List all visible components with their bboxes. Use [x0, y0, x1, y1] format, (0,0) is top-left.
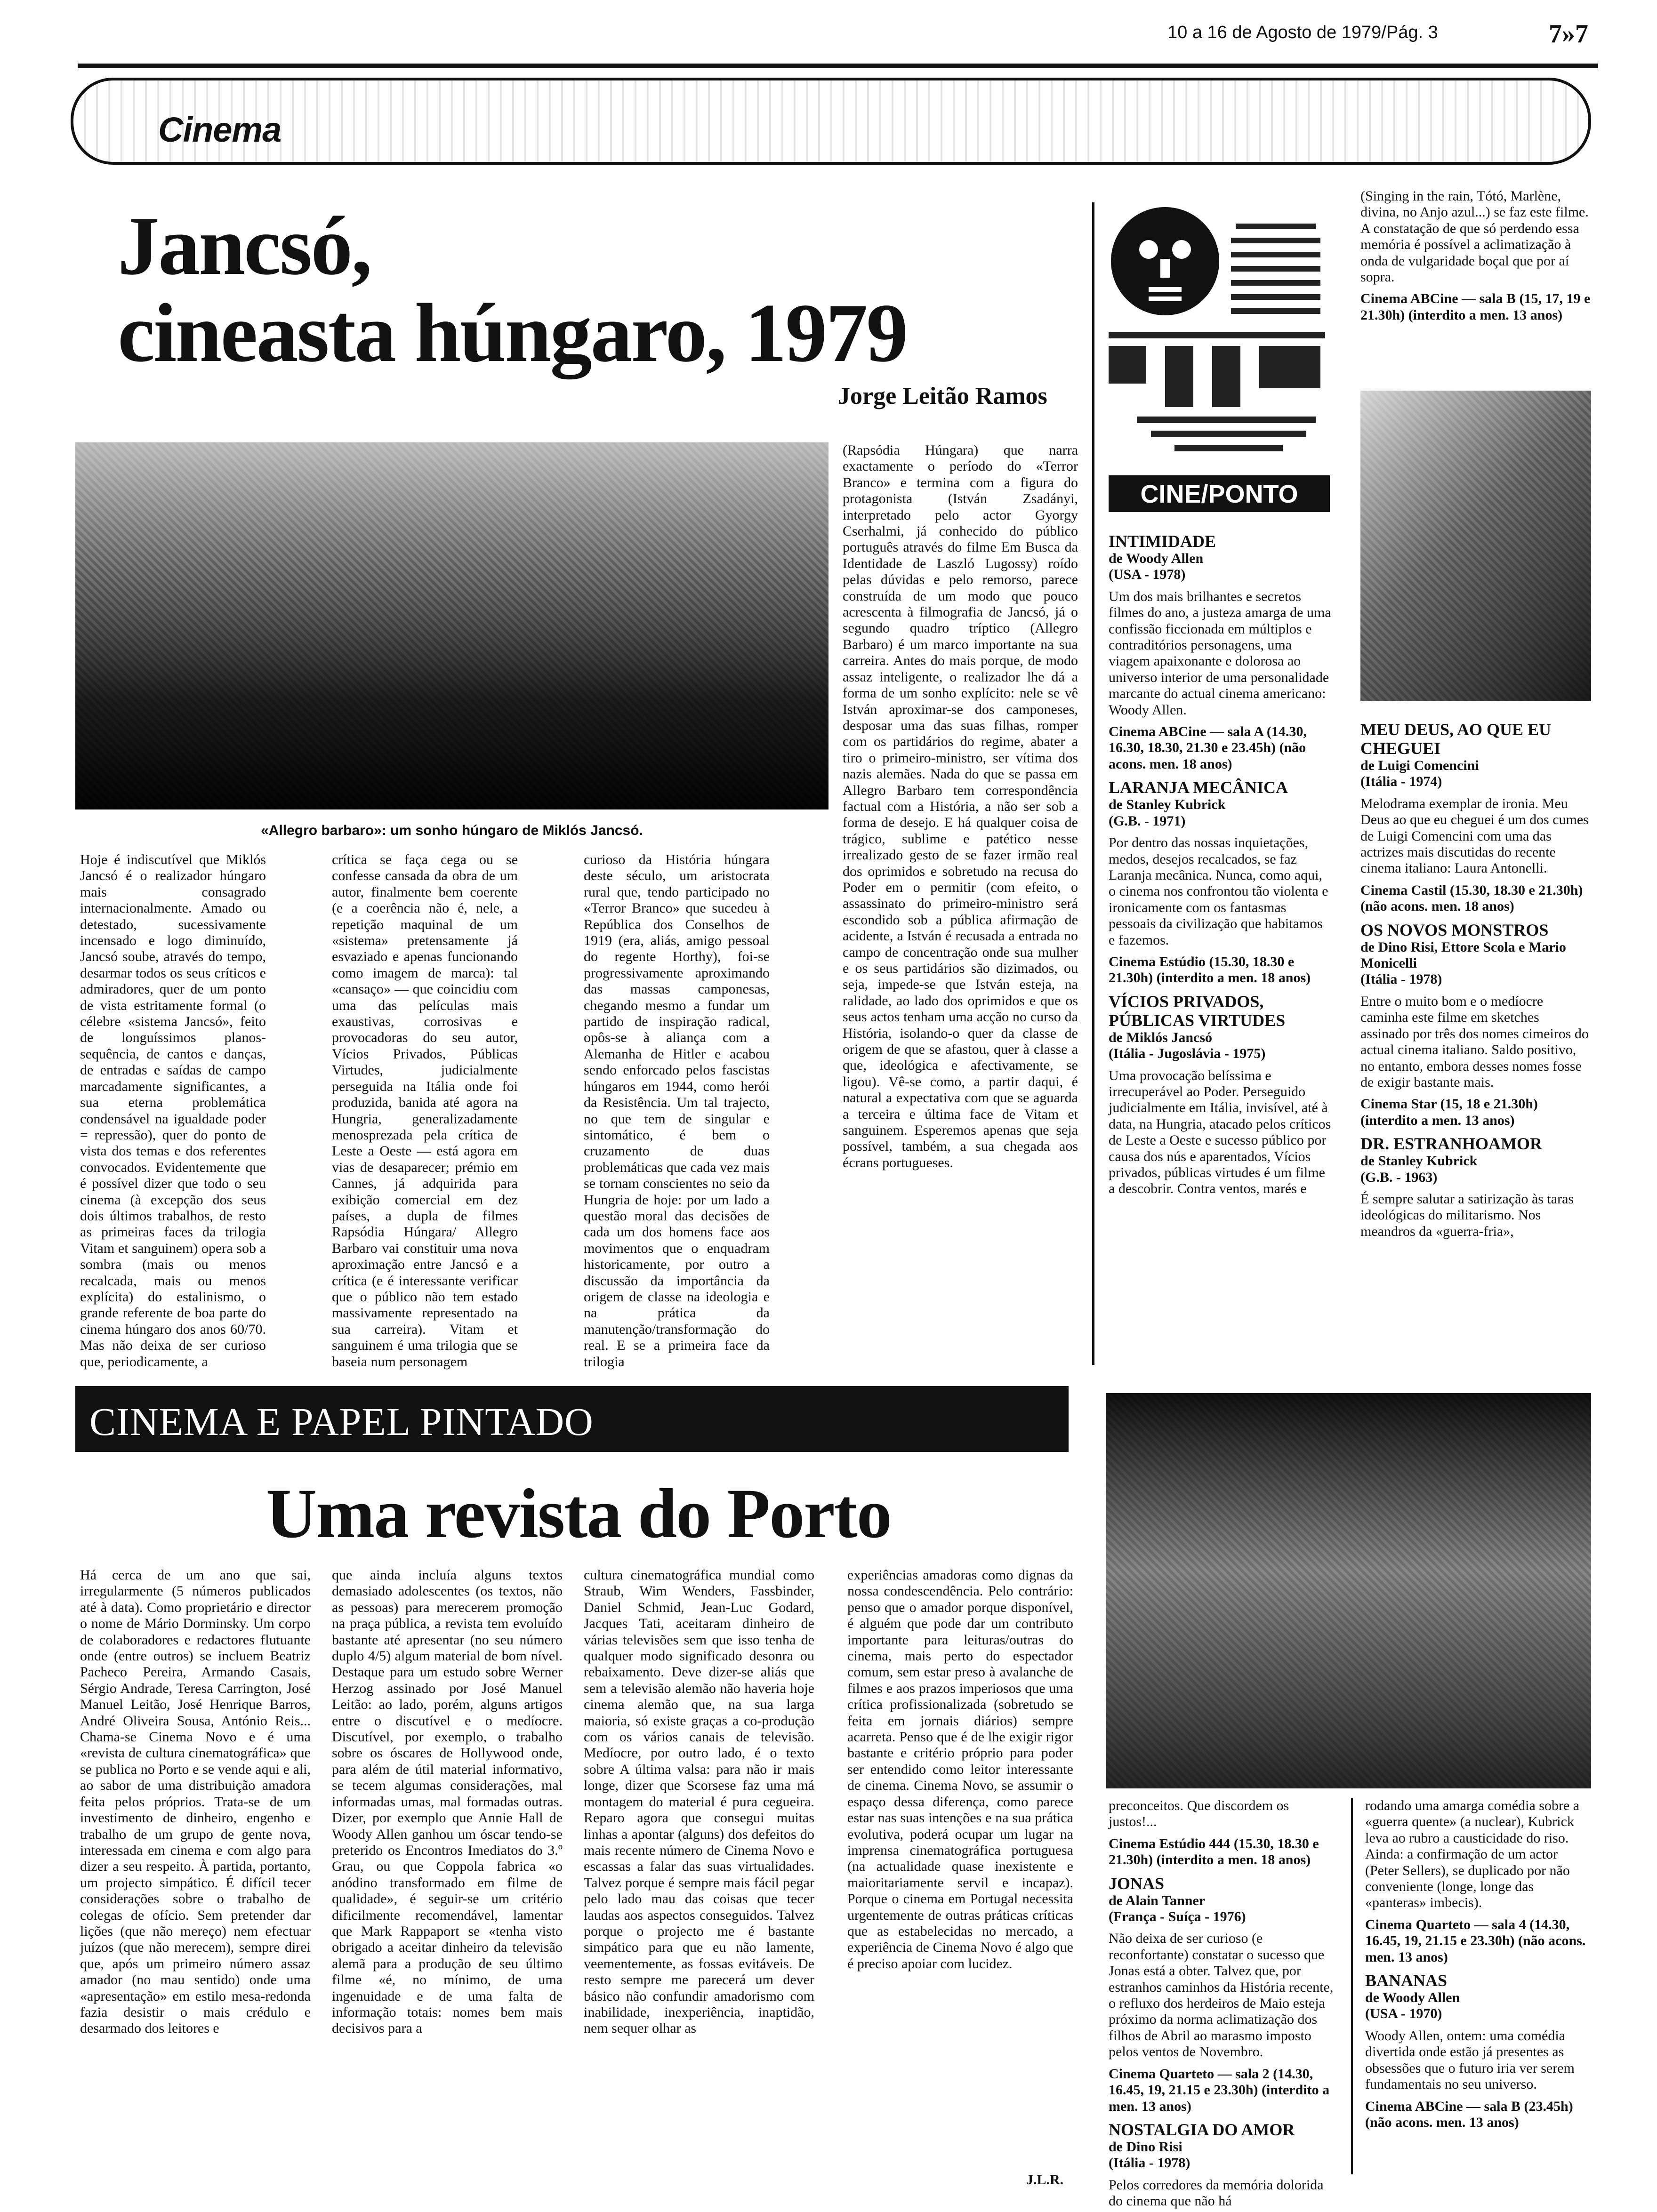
- cineponto-col-b: [1360, 720, 1591, 1370]
- review-text: Um dos mais brilhantes e secretos filmes do ano, a justeza amarga de uma confissão ficcionada em múltiplos e contraditórios personagens, uma viagem apaixonante e dolorosa ao universo interior de uma personalidade marcante do actual cinema americano: Woody Allen.: [1109, 588, 1331, 718]
- review-director: de Dino Risi: [1109, 2139, 1182, 2155]
- review-director: de Woody Allen: [1109, 551, 1204, 566]
- cineponto-col-d: [1365, 1798, 1591, 2203]
- article2-col3: cultura cinematográfica mundial como Straub, Wim Wenders, Fassbinder, Daniel Schmid, Jean-Luc Godard, Jacques Tati, aceitaram dinheiro de várias televisões sem que isso tenha de qualquer modo significado desonra ou rebaixamento. Deve dizer-se aliás que sem a televisão alemão não haveria hoje cinema alemão que, na sua larga maioria, só existe graças a co-produção com os vários canais de televisão. Medíocre, por outro lado, é o texto sobre A última valsa: para não ir mais longe, dizer que Scorsese faz uma má montagem do material é pura cegueira. Reparo agora que consegui muitas linhas a apontar (alguns) dos defeitos do mais recente número de Cinema Novo e escassas a falar das suas virtualidades. Talvez porque é sempre mais fácil pegar pelo lado mau das coisas que tecer laudas aos aspectos conseguidos. Talvez porque o projecto me é bastante simpático para que eu não lamente, veementemente, as fossas evitáveis. De resto sempre me parecerá um dever básico não confundir amadorismo com inabilidade, inexperiência, inaptidão, nem sequer olhar as: [584, 1567, 814, 2036]
- review-item: [1360, 921, 1591, 1129]
- review-item: [1109, 532, 1332, 772]
- review-item: [1109, 1874, 1339, 2115]
- review-origin: (França - Suíça - 1976): [1109, 1909, 1246, 1925]
- review-director: de Stanley Kubrick: [1360, 1153, 1478, 1169]
- review-text: É sempre salutar a satirização às taras ideológicas do militarismo. Nos meandros da «guerra-fria»,: [1360, 1191, 1574, 1239]
- column-divider: [1092, 202, 1094, 1365]
- article1-col4: (Rapsódia Húngara) que narra exactamente o período do «Terror Branco» e termina com a figura do protagonista (István Zsadányi, interpretado pelo actor Gyorgy Cserhalmi, já conhecido do público português através do filme Em Busca da Identidade de Laszló Lugossy) roído pelas dúvidas e pelo remorso, parece construída de um modo que pouco acrescenta à filmografia de Jancsó, já o segundo quadro tríptico (Allegro Barbaro) é um marco importante na sua carreira. Antes do mais porque, de modo assaz inteligente, o realizador lhe dá a forma de um sonho explícito: nele se vê István aproximar-se dos camponeses, desposar uma das suas filhas, romper com os partidários do regime, abater a tiro o primeiro-ministro, ser vítima dos nazis alemães. Nada do que se passa em Allegro Barbaro tem correspondência factual com a História, a não ser sob a forma de desejo. E há qualquer coisa de trágico, sublime e patético nesse irrealizado gesto de se fazer irmão real dos oprimidos e sobretudo na recusa do Poder em o permitir (com efeito, o assassinato do primeiro-ministro será escondido sob a pública afirmação de acidente, a István é recusada a entrada no campo de concentração onde sua mulher e os seus partidários são dizimados, ou seja, impede-se que István esteja, na ralidade, ao lado dos oprimidos e que os seus actos tenham uma acção no curso da História, isolando-o quer da classe de origem de que se afastou, quer à classe a que, ideológica e afectivamente, se ligou). Vê-se como, a partir daqui, é natural a expectativa com que se aguarda a terceira e última face de Vitam et sanguinem. Esperemos apenas que seja possível, também, a sua chegada aos écrans portugueses.: [843, 442, 1078, 1170]
- review-text: Woody Allen, ontem: uma comédia divertida onde estão já presentes as obsessões que o futuro iria ver serem fundamentais no seu universo.: [1365, 2028, 1575, 2092]
- review-director: de Miklós Jancsó: [1109, 1029, 1213, 1045]
- article2-col2: que ainda incluía alguns textos demasiado adolescentes (os textos, não as pessoas) para merecerem promoção na praça pública, a revista tem evoluído bastante até apresentar (no seu número duplo 4/5) algum material de bom nível. Destaque para um estudo sobre Werner Herzog assinado por José Manuel Leitão: ao lado, porém, alguns artigos entre o discutível e o medíocre. Discutível, por exemplo, o trabalho sobre os óscares de Hollywood onde, para além de útil material informativo, se tecem algumas considerações, mal informadas umas, mal formadas outras. Dizer, por exemplo que Annie Hall de Woody Allen ganhou um óscar tendo-se preterido os Encontros Imediatos do 3.º Grau, ou que Coppola fabrica «o anódino transformado em filme de qualidade», é seguir-se um critério dificilmente recomendável, lamentar que Mark Rappaport se «tenha visto obrigado a aceitar dinheiro da televisão alemã para a produção de seu último filme «é, no mínimo, de uma ingenuidade e de uma falta de informação totais: nomes bem mais decisivos para a: [332, 1567, 563, 2036]
- review-director: de Woody Allen: [1365, 1990, 1460, 2006]
- review-title: LARANJA MECÂNICA: [1109, 778, 1288, 797]
- review-item: [1109, 2120, 1339, 2210]
- review-title: JONAS: [1109, 1874, 1165, 1893]
- review-text: Uma provocação belíssima e irrecuperável ao Poder. Perseguido judicialmente em Itália, invisível, até à data, na Hungria, atacado pelos críticos de Leste a Oeste e sucesso público por causa dos nús e aparentados, Vícios privados, públicas virtudes é um filme a descobrir. Contra ventos, marés e: [1109, 1067, 1331, 1197]
- review-showtimes: Cinema ABCine — sala B (15, 17, 19 e 21.30h) (interdito a men. 13 anos): [1360, 291, 1591, 323]
- review-text: Melodrama exemplar de ironia. Meu Deus ao que eu cheguei é um dos cumes de Luigi Comencini com uma das actrizes mais discutidas do recente cinema italiano: Laura Antonelli.: [1360, 795, 1589, 876]
- review-title: VÍCIOS PRIVADOS, PÚBLICAS VIRTUDES: [1109, 992, 1286, 1030]
- review-director: de Alain Tanner: [1109, 1892, 1206, 1908]
- review-item: [1109, 992, 1332, 1197]
- review-origin: (Itália - 1978): [1360, 971, 1442, 987]
- review-showtimes: Cinema ABCine — sala B (23.45h) (não acons. men. 13 anos): [1365, 2098, 1573, 2130]
- review-origin: (Itália - 1978): [1109, 2155, 1190, 2171]
- date-page: 10 a 16 de Agosto de 1979/Pág. 3: [1167, 23, 1438, 42]
- review-origin: (Itália - 1974): [1360, 774, 1442, 790]
- review-showtimes: Cinema Estúdio 444 (15.30, 18.30 e 21.30h) (interdito a men. 18 anos): [1109, 1835, 1319, 1868]
- review-showtimes: Cinema Star (15, 18 e 21.30h) (interdito a men. 13 anos): [1360, 1096, 1538, 1128]
- review-item: [1109, 778, 1332, 986]
- article2-banner: [75, 1386, 1069, 1452]
- review-origin: (G.B. - 1971): [1109, 813, 1186, 829]
- cineponto-logo: [1109, 205, 1330, 468]
- section-banner: [71, 78, 1591, 165]
- cineponto-col-b-top: [1360, 188, 1591, 329]
- review-text: Não deixa de ser curioso (e reconfortante) constatar o sucesso que Jonas está a obter. Talvez que, por estranhos caminhos da História recente, o refluxo dos herdeiros de Maio esteja próximo da norma aclimatização dos filhos de Abril ao marasmo imposto pelos ventos de Novembro.: [1109, 1931, 1334, 2060]
- review-title: MEU DEUS, AO QUE EU CHEGUEI: [1360, 720, 1552, 758]
- cineponto-label: CINE/PONTO: [1109, 475, 1330, 512]
- review-director: de Stanley Kubrick: [1109, 797, 1226, 813]
- article1-col1: Hoje é indiscutível que Miklós Jancsó é o realizador húngaro mais consagrado internacionalmente. Amado ou detestado, sucessivamente incensado e logo diminuído, Jancsó soube, através do tempo, desarmar todos os seus críticos e admiradores, quer de um ponto de vista estritamente formal (o célebre «sistema Jancsó», feito de longuíssimos planos-sequência, de cantos e danças, de entradas e saídas de campo marcadamente significantes, a sua eterna problemática condensável na igualdade poder = repressão), quer do ponto de vista dos temas e dos referentes convocados. Evidentemente que é possível dizer que todo o seu cinema (à excepção dos seus dois últimos trabalhos, de resto as primeiras faces da trilogia Vitam et sanguinem) opera sob a sombra (mais ou menos recalcada, mais ou menos explícita) do estalinismo, o grande referente de boa parte do cinema húngaro dos anos 60/70. Mas não deixa de ser curioso que, periodicamente, a: [80, 852, 266, 1370]
- review-title: BANANAS: [1365, 1971, 1448, 1990]
- column-divider: [1351, 1798, 1353, 2174]
- top-rule: [78, 64, 1598, 68]
- cineponto-face-icon: [1109, 205, 1330, 468]
- review-text: (Singing in the rain, Tótó, Marlène, divina, no Anjo azul...) se faz este filme. A constatação de que só perdendo essa memória é possível a aclimatização à onda de vulgaridade boçal que por aí sopra.: [1360, 188, 1589, 285]
- article1-photo-caption: «Allegro barbaro»: um sonho húngaro de Miklós Jancsó.: [261, 823, 643, 838]
- cineponto-col-c: [1109, 1798, 1339, 2209]
- review-origin: (USA - 1978): [1109, 567, 1186, 583]
- article2-signature: J.L.R.: [1026, 2172, 1064, 2188]
- review-text: preconceitos. Que discordem os justos!...: [1109, 1798, 1289, 1830]
- article1-title: [118, 199, 907, 379]
- article2-title: Uma revista do Porto: [266, 1475, 891, 1553]
- review-showtimes: Cinema Castil (15.30, 18.30 e 21.30h) (não acons. men. 18 anos): [1360, 882, 1583, 914]
- article1-byline: Jorge Leitão Ramos: [838, 383, 1047, 409]
- review-title: DR. ESTRANHOAMOR: [1360, 1134, 1543, 1154]
- review-origin: (G.B. - 1963): [1360, 1169, 1438, 1185]
- cineponto-col-a: [1109, 532, 1332, 1393]
- review-origin: (Itália - Jugoslávia - 1975): [1109, 1046, 1266, 1062]
- review-text: Entre o muito bom e o medíocre caminha este filme em sketches assinado por três dos nomes cimeiros do actual cinema italiano. Saldo positivo, no entanto, embora desses nomes fosse de exigir bastante mais.: [1360, 993, 1589, 1090]
- actress-photo: [1360, 391, 1591, 701]
- review-title: NOSTALGIA DO AMOR: [1109, 2120, 1295, 2139]
- article1-col2: crítica se faça cega ou se confesse cansada da obra de um autor, finalmente bem coerente (e a coerência não é, nele, a repetição maquinal de um «sistema» pretensamente já esvaziado e apenas funcionando como imagem de marca): tal «cansaço» — que coincidiu com uma das películas mais exaustivas, corrosivas e provocadoras do seu autor, Vícios Privados, Públicas Virtudes, judicialmente perseguida na Itália onde foi produzida, banida até agora na Hungria, generalizadamente menosprezada pela crítica de Leste a Oeste — está agora em vias de desaparecer; prémio em Cannes, já adquirida para exibição comercial em dez países, a dupla de filmes Rapsódia Húngara/ Allegro Barbaro vai constituir uma nova aproximação entre Jancsó e a crítica (e é interessante verificar que o público não tem estado massivamente representado na sua carreira). Vitam et sanguinem é uma trilogia que se baseia num personagem: [332, 852, 518, 1370]
- review-showtimes: Cinema Quarteto — sala 2 (14.30, 16.45, 19, 21.15 e 23.30h) (interdito a men. 13 anos): [1109, 2066, 1330, 2114]
- film-still-photo: [1106, 1393, 1591, 1788]
- article1-photo: [75, 442, 828, 809]
- review-showtimes: Cinema Quarteto — sala 4 (14.30, 16.45, 19, 21.15 e 23.30h) (não acons. men. 13 anos): [1365, 1916, 1586, 1965]
- section-name: Cinema: [158, 110, 282, 149]
- article2-col4: experiências amadoras como dignas da nossa condescendência. Pelo contrário: penso que o amador porque disponível, é alguém que pode dar um contributo importante para leituras/outras do cinema, mais perto do espectador comum, sem estar preso à avalanche de filmes e aos prazos imperiosos que uma crítica profissionalizada (sobretudo se feita em jornais diários) sempre acarreta. Penso que é de lhe exigir rigor bastante e critério próprio para poder ser entendido como leitor interessante de cinema. Cinema Novo, se assumir o espaço dessa diferença, como parece estar nas suas intenções e na sua prática evolutiva, poderá ocupar um lugar na imprensa cinematográfica portuguesa (na actualidade quase inexistente e maioritariamente servil e incapaz). Porque o cinema em Portugal necessita urgentemente de outras práticas críticas que as estabelecidas no mercado, a experiência de Cinema Novo é algo que é preciso apoiar com lucidez.: [847, 1567, 1073, 1972]
- review-item: [1365, 1971, 1591, 2131]
- article1-col3: curioso da História húngara deste século, um aristocrata rural que, tendo participado no «Terror Branco» que sucedeu à República dos Conselhos de 1919 (era, aliás, amigo pessoal do regente Horthy), foi-se progressivamente aproximando das massas camponesas, chegando mesmo a fundar um partido de inspiração radical, opôs-se à aliança com a Alemanha de Hitler e acabou sendo enforcado pelos fascistas húngaros em 1944, como herói da Resistência. Um tal trajecto, no que tem de singular e sintomático, é bem o cruzamento de duas problemáticas que cada vez mais se tornam conscientes no seio da Hungria de hoje: por um lado a questão moral das decisões de cada um dos homens face aos movimentos que o enquadram historicamente, por outro a discussão da importância da origem de classe na ideologia e na prática da manutenção/transformação do real. E se a primeira face da trilogia: [584, 852, 770, 1370]
- review-director: de Luigi Comencini: [1360, 758, 1479, 773]
- review-text: rodando uma amarga comédia sobre a «guerra quente» (a nuclear), Kubrick leva ao rubro a causticidade do riso. Ainda: a confirmação de um actor (Peter Sellers), se duplicado por não conveniente (longe, longe das «panteras» imbecis).: [1365, 1798, 1580, 1911]
- article2-banner-text: CINEMA E PAPEL PINTADO: [89, 1400, 594, 1444]
- review-showtimes: Cinema ABCine — sala A (14.30, 16.30, 18.30, 21.30 e 23.45h) (não acons. men. 18 anos): [1109, 724, 1307, 772]
- review-director: de Dino Risi, Ettore Scola e Mario Monicelli: [1360, 939, 1566, 971]
- article1-title-line2: cineasta húngaro, 1979: [118, 286, 907, 379]
- review-title: OS NOVOS MONSTROS: [1360, 920, 1549, 939]
- newspaper-logo: 7»7: [1549, 19, 1588, 48]
- review-text: Por dentro das nossas inquietações, medos, desejos recalcados, se faz Laranja mecânica. Nunca, como aqui, o cinema nos confrontou tão violenta e ironicamente com os fantasmas pessoais da civilização que habitamos e fazemos.: [1109, 835, 1328, 948]
- review-showtimes: Cinema Estúdio (15.30, 18.30 e 21.30h) (interdito a men. 18 anos): [1109, 954, 1311, 986]
- review-origin: (USA - 1970): [1365, 2006, 1442, 2022]
- review-item: [1360, 720, 1591, 915]
- article1-title-line1: Jancsó,: [118, 199, 371, 292]
- review-title: INTIMIDADE: [1109, 532, 1216, 551]
- article2-col1: Há cerca de um ano que sai, irregularmente (5 números publicados até à data). Como proprietário e director o nome de Mário Dorminsky. Um corpo de colaboradores e redactores flutuante onde (entre outros) se incluem Beatriz Pacheco Pereira, Armando Casais, Sérgio Andrade, Teresa Carrington, José Manuel Leitão, José Henrique Barros, André Oliveira Sousa, António Reis... Chama-se Cinema Novo e é uma «revista de cultura cinematográfica» que se publica no Porto e se vende aqui e ali, ao sabor de uma distribuição amadora feita pelos próprios. Trata-se de um investimento de dinheiro, engenho e trabalho de um grupo de gente nova, interessada em cinema e com algo para dizer a seu respeito. À partida, portanto, um projecto simpático. É difícil tecer considerações sobre o trabalho de colegas de ofício. Sem pretender dar lições (que não mereço) nem efectuar juízos (que não merecem), sempre direi que, após um primeiro número assaz amador (no mau sentido) onde uma «apresentação» em estilo mesa-redonda fazia desistir o mais crédulo e desarmado dos leitores e: [80, 1567, 311, 2036]
- review-text: Pelos corredores da memória dolorida do cinema que não há: [1109, 2177, 1324, 2209]
- review-item: [1360, 1134, 1591, 1240]
